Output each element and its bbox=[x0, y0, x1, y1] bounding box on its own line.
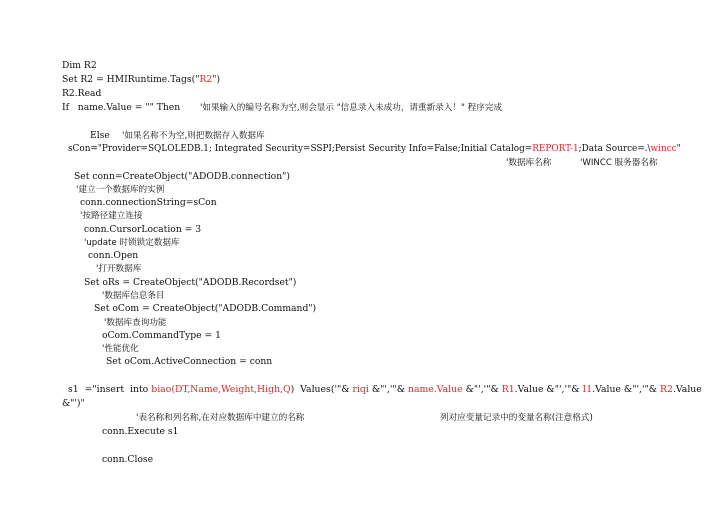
var-name-value: name.Value bbox=[407, 384, 463, 395]
comment-conn: '建立一个数据库的实例 bbox=[76, 185, 165, 195]
code-line-scon: sCon="Provider=SQLOLEDB.1; Integrated Security=SSPI;Persist Security Info=False;Initial Catalog=REPORT-1;Data Source=.\wincc" bbox=[68, 144, 681, 154]
catalog-name: REPORT-1 bbox=[532, 144, 579, 154]
code-line-commandtype: oCom.CommandType = 1 bbox=[102, 330, 222, 341]
code-line-activeconn: Set oCom.ActiveConnection = conn bbox=[106, 356, 273, 367]
comment-else: '如果名称不为空,则把数据存入数据库 bbox=[122, 131, 265, 141]
code-line-conn: Set conn=CreateObject("ADODB.connection") bbox=[74, 171, 290, 182]
code-line-else: Else bbox=[90, 130, 110, 141]
var-r2: R2 bbox=[660, 384, 673, 395]
data-source-name: wincc bbox=[650, 144, 677, 154]
code-line-cursor: conn.CursorLocation = 3 bbox=[84, 224, 202, 235]
code-line-insert-end: &"')" bbox=[62, 398, 85, 409]
comment-commandtype: '性能优化 bbox=[102, 344, 139, 354]
comment-connstring: '按路径建立连接 bbox=[80, 211, 143, 221]
comment-server-name: 'WINCC 服务器名称 bbox=[580, 158, 658, 168]
code-line-connstring: conn.connectionString=sCon bbox=[80, 197, 217, 208]
comment-open: '打开数据库 bbox=[96, 264, 142, 274]
code-line-read: R2.Read bbox=[62, 88, 102, 99]
var-i1: I1 bbox=[582, 384, 593, 395]
comment-column-vars: 列对应变量记录中的变量名称(注意格式) bbox=[440, 413, 593, 423]
code-line-dim: Dim R2 bbox=[62, 60, 97, 71]
code-line-if: If name.Value = "" Then bbox=[62, 102, 181, 113]
code-line-open: conn.Open bbox=[88, 250, 139, 261]
var-riqi: riqi bbox=[352, 384, 369, 395]
code-line-execute: conn.Execute s1 bbox=[102, 426, 179, 437]
code-line-insert: s1 ="insert into biao(DT,Name,Weight,High,Q) Values('"& riqi &"','"& name.Value &"','"& R1.Value &"','"& I1.Value &"','"& R2.Value bbox=[68, 384, 702, 395]
comment-recordset: '数据库信息条目 bbox=[102, 291, 165, 301]
code-line-recordset: Set oRs = CreateObject("ADODB.Recordset") bbox=[84, 277, 297, 288]
comment-table-names: '表名称和列名称,在对应数据库中建立的名称 bbox=[136, 413, 305, 423]
comment-command: '数据库查询功能 bbox=[104, 318, 167, 328]
comment-if: '如果输入的编号名称为空,则会显示 "信息录入未成功，请重新录入！" 程序完成 bbox=[200, 103, 503, 113]
code-line-set-r2: Set R2 = HMIRuntime.Tags("R2") bbox=[62, 74, 221, 85]
code-line-command: Set oCom = CreateObject("ADODB.Command") bbox=[94, 303, 317, 314]
var-r1: R1 bbox=[501, 384, 515, 395]
code-line-close: conn.Close bbox=[102, 454, 154, 465]
tag-name-r2: R2 bbox=[199, 74, 213, 85]
table-and-columns: biao(DT,Name,Weight,High,Q bbox=[151, 384, 291, 395]
comment-cursor: 'update 时锁锁定数据库 bbox=[84, 238, 180, 248]
comment-db-name: '数据库名称 bbox=[506, 158, 552, 168]
